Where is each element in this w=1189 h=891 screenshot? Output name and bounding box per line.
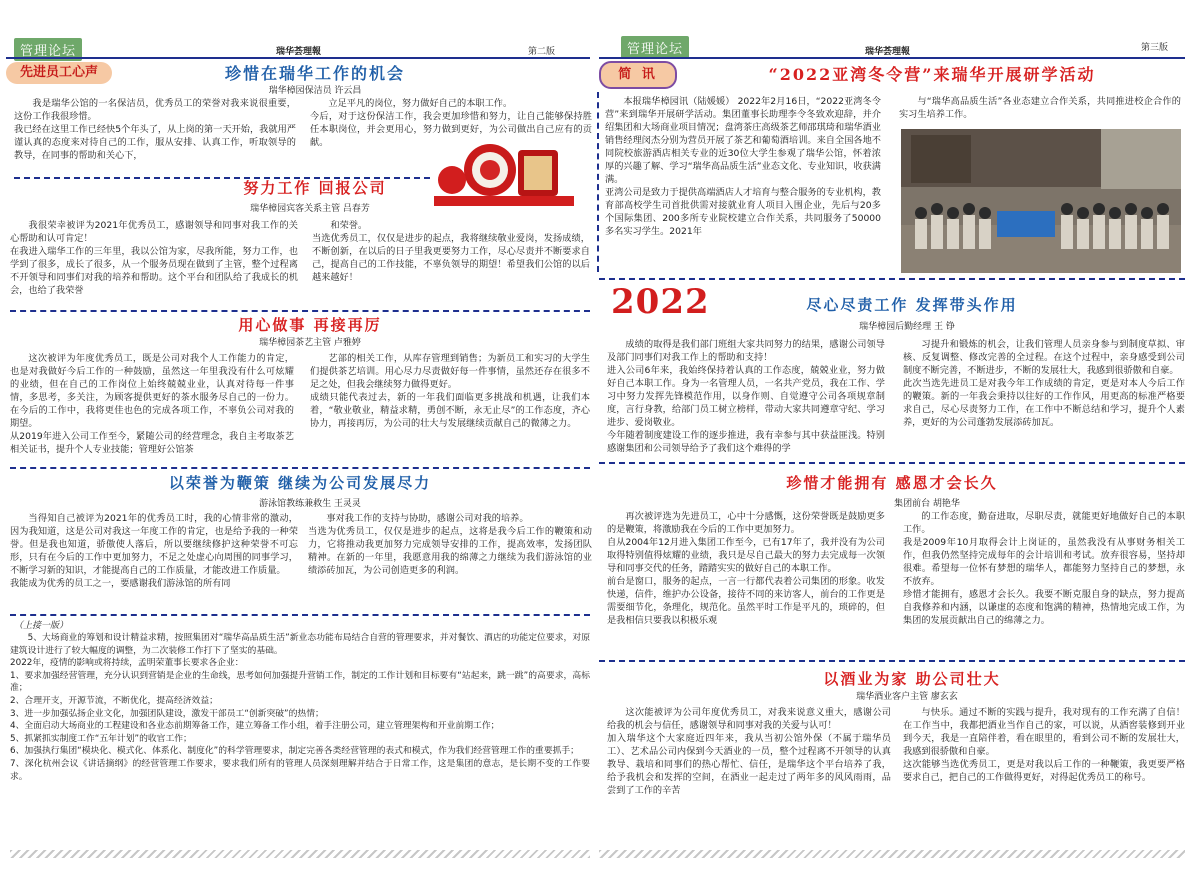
vertical-divider <box>597 92 599 272</box>
page-left <box>0 0 593 891</box>
article-title: 用心做事 再接再厉 <box>238 316 382 334</box>
article-byline: 瑞华樟园宾客关系主管 吕春芳 <box>250 204 370 214</box>
article-byline: 瑞华樟园茶艺主管 卢雅婷 <box>259 338 361 348</box>
section-badge: 简 讯 <box>599 61 677 89</box>
article-column: 的工作态度，勤奋进取，尽职尽责，就能更好地做好自己的本职工作。 我是2009年10月取得会计上岗证的，虽然我没有从事财务相关工作，但我仍然坚持完成每年的会计培训和考试。放弃很容易，坚持却很难。希望每一位怀有梦想的瑞华人，都能努力坚持自己的梦想，永不放弃。 珍惜才能拥有，感恩才会长久。我要不断克服自身的缺点，努力提高自我修养和内涵，以谦虚的态度和饱满的精神，热情地完成工作，为集团的发展贡献出自己的绵薄之力。 <box>903 511 1185 626</box>
article-title: 珍惜才能拥有 感恩才会长久 <box>786 474 998 492</box>
article-title: 以酒业为家 助公司壮大 <box>823 670 1001 688</box>
article-column: 成绩的取得是我们部门班组大家共同努力的结果，感谢公司领导及部门同事们对我工作上的帮助和支持！ 进入公司6年来，我始终保持着认真的工作态度，兢兢业业，努力做好自己本职工作。身为一名管理人员，一名共产党员，我在工作、学习中努力发挥先锋模范作用，以身作则、自觉遵守公司各项规章制度，言行身教，给部门员工树立榜样，带动大家共同遵章守纪、学习进步、爱岗敬业。 今年随着制度建设工作的逐步推进，我有幸参与其中获益匪浅。特别感谢集团和公司领导给予了我们这个难得的学 <box>607 339 885 454</box>
article-column: 我很荣幸被评为2021年优秀员工，感谢领导和同事对我工作的关心帮助和认可肯定！ 在我进入瑞华工作的三年里，我以公馆为家，尽我所能，努力工作，也学到了很多，成长了很多，从一个服务员现在做到了主管，整个过程离不开领导和同事们对我的培养和帮助。这个平台和团队给了我成长的机会，也给了我荣誉 <box>10 220 298 296</box>
year-2022-logo: 2022 <box>611 282 710 322</box>
new-year-decoration-image <box>432 140 582 210</box>
continued-text: 5、大场商业的筹划和设计精益求精，按照集团对“瑞华高品质生活”新业态功能布局结合自营的管理要求，并对餐饮、酒店的功能定位要求，对原建筑设计进行了较大幅度的调整，为二次装修工作打下了坚实的基础。 2022年，疫情的影响或将持续，孟明荣董事长要求各企业： 1、要求加强经营管理，充分认识到营销是企业的生命线，思考如何加强提升营销工作，制定的工作计划和目标要有“站起来，跳一跳”的高要求，高标准； 2、合理开支，开源节流，不断优化，提高经济效益； 3、进一步加强弘扬企业文化，加强团队建设，激发干部员工“创新突破”的热情； 4、全面启动大场商业的工程建设和各业态前期筹备工作，建立筹备工作小组，着手注册公司，建立管理架构和开业前期工作； 5、抓紧抓实制度工作“五年计划”的收官工作； 6、加强执行集团“模块化、模式化、体系化、制度化”的科学管理要求，制定完善各类经营管理的表式和模式，作为我们经营管理工作的重要抓手； 7、深化杭州会议《讲话摘纲》的经营管理工作要求，要求我们所有的管理人员深刻理解并结合于日常工作，这是集团的意志，是长期不变的工作要求。 <box>10 633 590 782</box>
article-title: “2022亚湾冬令营”来瑞华开展研学活动 <box>768 65 1096 84</box>
group-photo <box>901 129 1181 273</box>
article-column: 和荣誉。 当选优秀员工，仅仅是进步的起点，我将继续敬业爱岗，发扬成绩，不断创新，在以后的日子里我更要努力工作，尽心尽责并不断要求自己，提高自己的工作技能，不辜负领导的期望！希望我们公馆的以后越来越好！ <box>312 220 590 283</box>
article-column: 我是瑞华公馆的一名保洁员，优秀员工的荣誉对我来说很重要，这份工作我很珍惜。 我已经在这里工作已经快5个年头了，从上岗的第一天开始，我就用严谨认真的态度来对待自己的工作，服从安排、认真工作，听取领导的教导，在同事的帮助和关心下， <box>14 98 296 161</box>
section-badge: 先进员工心声 <box>6 62 112 84</box>
article-byline: 瑞华樟园保洁员 许云昌 <box>268 86 362 96</box>
page-right <box>597 0 1189 891</box>
divider <box>599 462 1185 464</box>
article-byline: 瑞华酒业客户主管 廖玄玄 <box>856 692 958 702</box>
page-number: 第三版 <box>1141 43 1169 53</box>
article-byline: 瑞华樟园后勤经理 王 铮 <box>859 322 955 332</box>
footer-border <box>599 850 1185 858</box>
article-title: 努力工作 回报公司 <box>243 179 387 197</box>
article-title: 尽心尽责工作 发挥带头作用 <box>806 296 1018 314</box>
article-column: 这次能被评为公司年度优秀员工，对我来说意义重大，感谢公司给我的机会与信任，感谢领导和同事对我的关爱与认可！ 加入瑞华这个大家庭近四年来，我从当初公馆外保（不属于瑞华员工）、艺术品公司内保到今天酒业的一员，整个过程离不开领导的认真教导、栽培和同事们的热心帮忙、信任，是瑞华这个平台培养了我，给予我机会和发挥的空间，在酒业一起走过了两年多的风风雨雨，品尝到了工作的辛苦 <box>607 707 891 796</box>
article-column: 本报瑞华樟园讯（陆媛媛） 2022年2月16日，“2022亚湾冬令营”来到瑞华开展研学活动。集团董事长助理李令冬致欢迎辞，并介绍集团和大场商业项目情况；盘湾茶庄高级茶艺师邵琪琦和瑞华酒业销售经理闵杰分别为营员开展了茶艺和葡萄酒培训。来自全国各地不同院校旅游酒店相关专业的近30位大学生参观了瑞华公馆，怀着浓厚的兴趣了解、学习“瑞华高品质生活”业态文化、专业知识，收获满满。 亚湾公司是致力于提供高端酒店人才培育与整合服务的专业机构，教育部高校学生司首批供需对接就业育人项目入围企业，先后与20多个国际集团、200多所专业院校建立合作关系，共同服务了50000多名实习学生。2021年 <box>605 96 881 237</box>
divider <box>10 614 590 616</box>
divider <box>599 660 1185 662</box>
header-rule <box>599 57 1185 59</box>
continued-label: （上接一版） <box>14 621 69 631</box>
divider <box>599 278 1185 280</box>
footer-border <box>10 850 590 858</box>
article-title: 珍惜在瑞华工作的机会 <box>224 64 405 83</box>
article-column: 这次被评为年度优秀员工，既是公司对我个人工作能力的肯定，也是对我做好今后工作的一种鼓励，虽然这一年里我没有什么可炫耀的业绩，但在自己的工作岗位上始终兢兢业业，认真对待每一件事情，多思考，多关注，为顾客提供更好的茶水服务尽自己的一份力。在今后的工作中，我将更佳也色的完成各项工作，不辜负公司对我的期望。 从2019年进入公司工作至今，紧随公司的经营理念，我自主考取茶艺相关证书，提升个人专业技能；管理好公馆茶 <box>10 353 294 455</box>
article-column: 当得知自己被评为2021年的优秀员工时，我的心情非常的激动，因为我知道，这是公司对我这一年度工作的肯定，也是给予我的一种荣誉。但是我也知道，骄傲使人落后，所以要继续修护这种荣誉不可忘形，只有在今后的工作中更加努力，不足之处虚心向周围的同事学习，不断学习新的知识，才能提高自己的工作质量，才能改进工作质量。 我能成为优秀的员工之一，要感谢我们游泳馆的所有同 <box>10 513 298 589</box>
article-column: 习提升和锻炼的机会，让我们管理人员亲身参与到制度草拟、审核、反复调整、修改完善的全过程。在这个过程中，亲身感受到公司制度不断完善，不断进步，不断的发展壮大，我感到很骄傲和自豪。 此次当选先进员工是对我今年工作成绩的肯定，更是对本人今后工作的鞭策。新的一年我会秉持以往好的工作作风，用更高的标准严格要求自己，尽心尽责努力工作，在工作中不断总结和学习，提升个人素养，更好的为公司蓬勃发展添砖加瓦。 <box>903 339 1185 428</box>
section-tag: 管理论坛 <box>621 36 689 59</box>
masthead: 瑞华荟理報 <box>865 47 911 57</box>
section-tag: 管理论坛 <box>14 38 82 61</box>
divider <box>10 467 590 469</box>
header-rule <box>6 57 590 59</box>
article-column: 与“瑞华高品质生活”各业态建立合作关系，共同推进校企合作的实习生培养工作。 <box>899 96 1181 120</box>
article-title: 以荣誉为鞭策 继续为公司发展尽力 <box>168 474 432 492</box>
divider <box>10 310 590 312</box>
article-byline: 游泳馆教练兼救生 王灵灵 <box>259 499 361 509</box>
article-column: 与快乐。通过不断的实践与提升，我对现有的工作充满了自信！在工作当中，我都把酒业当作自己的家，可以说，从酒窖装修到开业到今天，我是一直陪伴着，看在眼里的，看到公司不断的发展壮大，我感到很骄傲和自豪。 这次能够当选优秀员工，更是对我以后工作的一种鞭策，我更要严格要求自己，把自己的工作做得更好，对得起优秀员工的称号。 <box>903 707 1185 783</box>
page-number: 第二版 <box>528 47 556 57</box>
article-byline: 集团前台 胡艳华 <box>894 499 960 509</box>
masthead: 瑞华荟理報 <box>276 47 322 57</box>
article-column: 再次被评选为先进员工，心中十分感慨，这份荣誉既是鼓励更多的是鞭策，将激励我在今后的工作中更加努力。 自从2004年12月进入集团工作至今，已有17年了，我并没有为公司取得特别值得炫耀的业绩，我只是尽自己最大的努力去完成每一次领导和同事交代的任务，踏踏实实的做好自己的本职工作。 前台是窗口，服务的起点，一言一行都代表着公司集团的形象。收发快递，信件，维护办公设备，接待不同的来访客人，前台的工作更是需要细节化，条理化，规范化。虽然平时工作是平凡的，琐碎的，但是我相信只要我以积极乐观 <box>607 511 885 626</box>
article-column: 立足平凡的岗位，努力做好自己的本职工作。 今后，对于这份保洁工作，我会更加珍惜和努力，让自己能够保持胜任本职岗位，并会更用心，努力做到更好，为公司做出自己应有的贡献。 <box>310 98 592 148</box>
article-column: 事对我工作的支持与协助，感谢公司对我的培养。 当选为优秀员工，仅仅是进步的起点，这将是我今后工作的鞭策和动力，它将推动我更加努力完成领导安排的工作，提高效率，发扬团队精神。在新的一年里，我愿意用我的绵薄之力继续为我们游泳馆的业绩添砖加瓦，为公司创造更多的利润。 <box>308 513 592 576</box>
article-column: 艺部的相关工作，从库存管理到销售；为新员工和实习的大学生们提供茶艺培训。用心尽力尽责做好每一件事情，虽然还存在很多不足之处，但我会继续努力做得更好。 成绩只能代表过去，新的一年我们面临更多挑战和机遇，让我们本着，“敬业敬业，精益求精，勇创不断，永无止尽”的工作态度，齐心协力，再接再厉，为公司的壮大与发展继续贡献自己的微薄之力。 <box>310 353 590 429</box>
